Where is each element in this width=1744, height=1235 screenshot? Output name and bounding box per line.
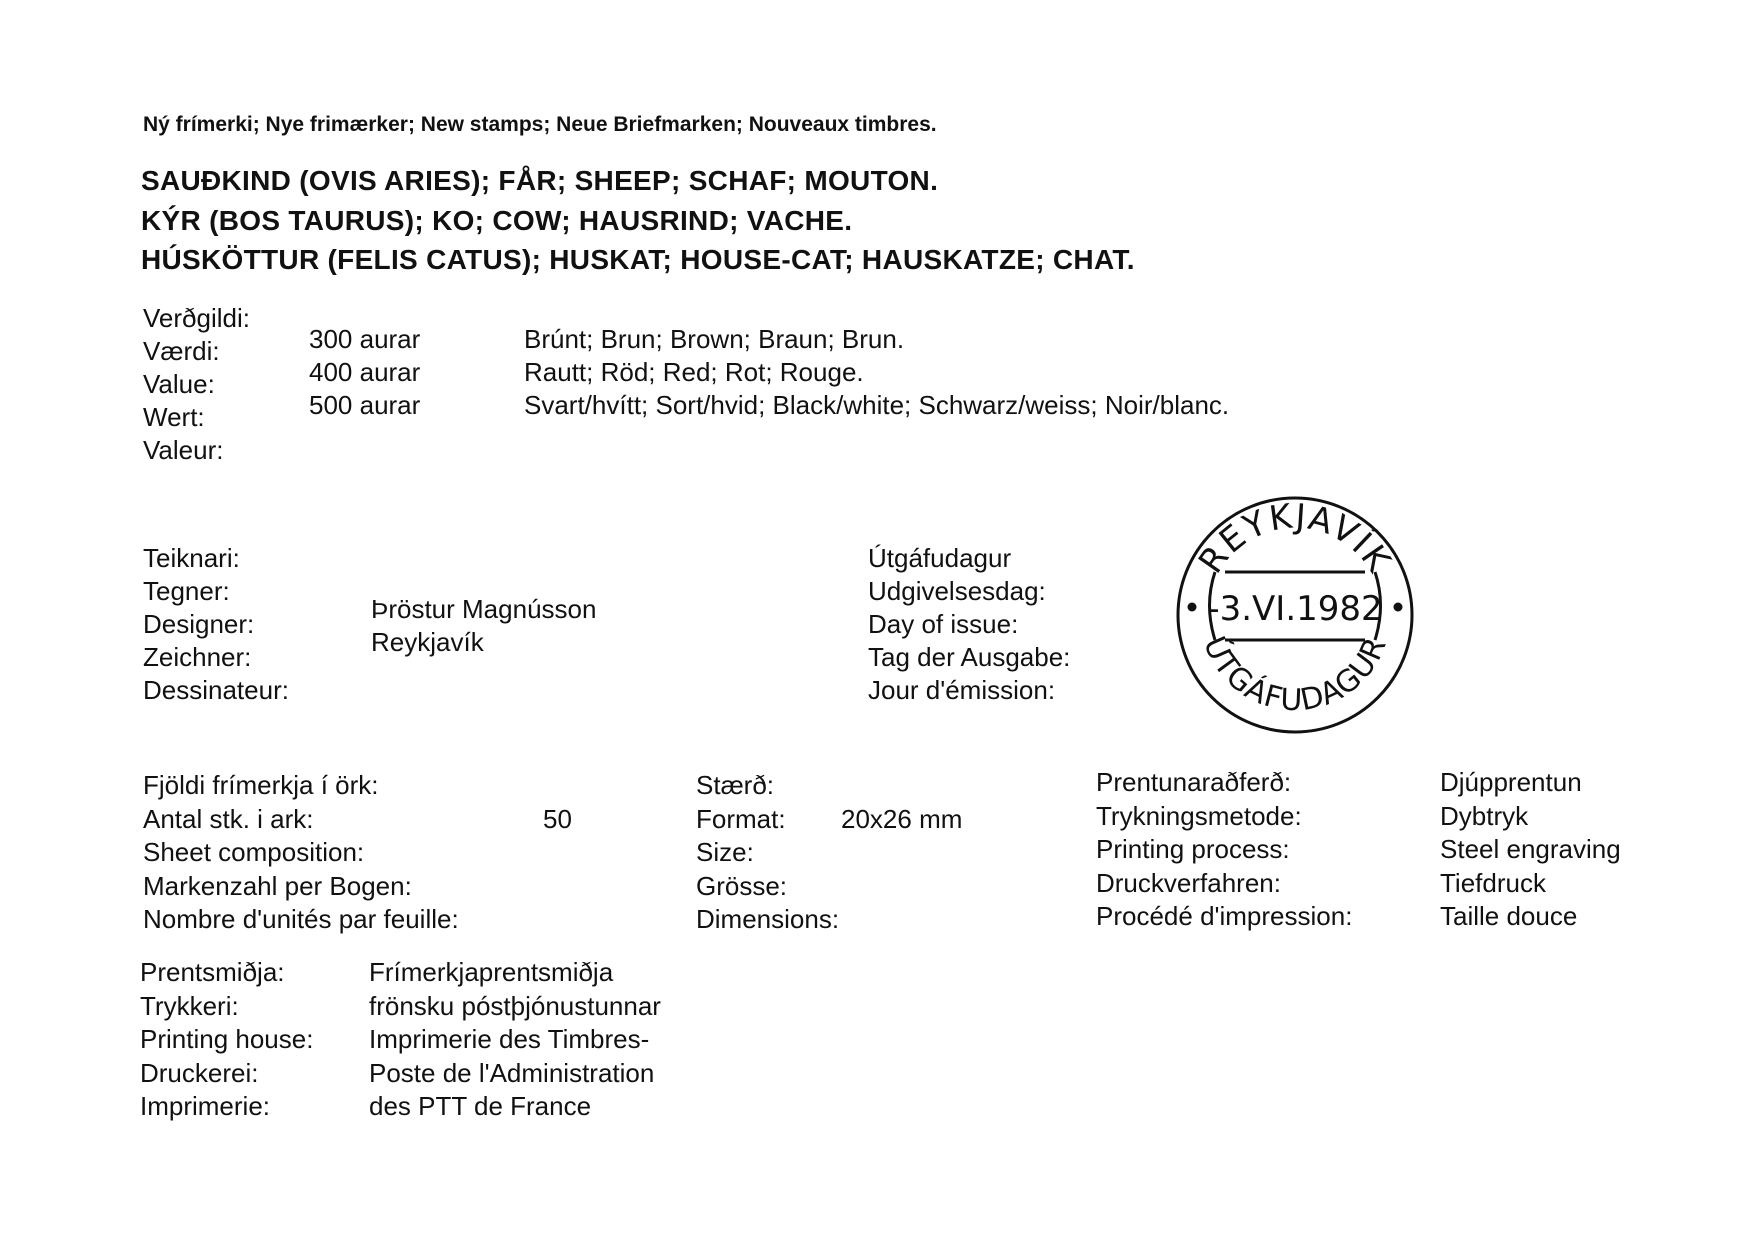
printing-label: Procédé d'impression: [1096, 901, 1353, 931]
size-label: Grösse: [696, 870, 788, 901]
designer-name: Þröstur Magnússon [371, 594, 597, 624]
printing-label: Druckverfahren: [1096, 867, 1281, 898]
printer-value: Frímerkjaprentsmiðja [369, 957, 614, 987]
printing-value: Steel engraving [1440, 834, 1621, 864]
size-label: Stærð: [696, 770, 775, 800]
printer-label: Prentsmiðja: [140, 957, 285, 987]
issue-label: Útgáfudagur [868, 543, 1012, 573]
designer-labels [143, 542, 289, 707]
sheet-labels [143, 769, 459, 937]
value-label: Værdi: [143, 336, 220, 366]
svg-text:ÚTGÁFUDAGUR [1196, 631, 1394, 719]
printer-value: des PTT de France [369, 1091, 592, 1121]
value-color: Rautt; Röd; Red; Rot; Rouge. [524, 357, 864, 387]
sheet-label: Nombre d'unités par feuille: [143, 904, 459, 934]
value-amount: 300 aurar [309, 324, 421, 354]
value-label: Valeur: [143, 435, 224, 465]
printing-label: Prentunaraðferð: [1096, 767, 1292, 797]
designer-label: Teiknari: [143, 543, 240, 573]
printer-value: frönsku póstþjónustunnar [369, 990, 661, 1021]
size-labels [696, 769, 839, 937]
issue-label: Udgivelsesdag: [868, 576, 1046, 606]
postmark-date: -3.VI.1982 [1207, 589, 1383, 629]
title-sheep: SAUÐKIND (OVIS ARIES); FÅR; SHEEP; SCHAF; MOUTON. [141, 165, 939, 196]
issue-label: Jour d'émission: [868, 675, 1056, 705]
designer-label: Dessinateur: [143, 675, 289, 705]
issue-label: Day of issue: [868, 609, 1019, 639]
printer-label: Imprimerie: [140, 1091, 271, 1121]
printing-values [1440, 766, 1621, 934]
value-label: Verðgildi: [143, 303, 250, 333]
value-color: Svart/hvítt; Sort/hvid; Black/white; Schwarz/weiss; Noir/blanc. [524, 390, 1230, 420]
postmark-bottom-text: ÚTGÁFUDAGUR [1195, 631, 1394, 719]
printer-values [369, 956, 661, 1124]
size-label: Dimensions: [696, 904, 840, 934]
value-amount: 500 aurar [309, 390, 421, 420]
value-label: Wert: [143, 402, 205, 432]
issue-label: Tag der Ausgabe: [868, 642, 1071, 672]
value-color: Brúnt; Brun; Brown; Braun; Brun. [524, 324, 905, 354]
printing-value: Taille douce [1440, 901, 1578, 931]
sheet-label: Sheet composition: [143, 837, 365, 867]
printer-value: Poste de l'Administration [369, 1057, 655, 1088]
printer-value: Imprimerie des Timbres- [369, 1024, 650, 1054]
printing-labels [1096, 766, 1352, 934]
designer-city: Reykjavík [371, 627, 484, 657]
printer-label: Printing house: [140, 1024, 314, 1054]
size-label: Size: [696, 837, 754, 867]
printing-label: Printing process: [1096, 834, 1290, 864]
designer-label: Zeichner: [143, 642, 252, 672]
value-label: Value: [143, 369, 215, 399]
printing-value: Dybtryk [1440, 800, 1529, 831]
title-cow: KÝR (BOS TAURUS); KO; COW; HAUSRIND; VACHE. [141, 205, 853, 236]
printer-label: Trykkeri: [140, 990, 239, 1021]
printer-labels [140, 956, 313, 1124]
printing-value: Tiefdruck [1440, 867, 1546, 898]
postmark-stamp [1170, 490, 1420, 740]
printer-label: Druckerei: [140, 1057, 259, 1088]
header-line: Ný frímerki; Nye frimærker; New stamps; Neue Briefmarken; Nouveaux timbres. [143, 113, 937, 136]
printing-label: Trykningsmetode: [1096, 800, 1302, 831]
postmark-top-text: REYKJAVÍK [1191, 496, 1400, 581]
value-amounts [309, 323, 420, 422]
issue-labels [868, 542, 1070, 707]
sheet-value: 50 [543, 804, 572, 834]
printing-value: Djúpprentun [1440, 767, 1582, 797]
value-colors [524, 323, 1229, 422]
size-label: Format: [696, 803, 786, 834]
sheet-label: Markenzahl per Bogen: [143, 870, 412, 901]
sheet-label: Antal stk. i ark: [143, 803, 314, 834]
designer-label: Designer: [143, 609, 255, 639]
sheet-label: Fjöldi frímerkja í örk: [143, 770, 379, 800]
size-value: 20x26 mm [841, 804, 963, 834]
value-amount: 400 aurar [309, 357, 421, 387]
designer-values [371, 593, 596, 659]
value-labels [143, 302, 250, 467]
designer-label: Tegner: [143, 576, 230, 606]
title-cat: HÚSKÖTTUR (FELIS CATUS); HUSKAT; HOUSE-CAT; HAUSKATZE; CHAT. [141, 244, 1135, 275]
svg-text:REYKJAVÍK [1191, 496, 1399, 580]
